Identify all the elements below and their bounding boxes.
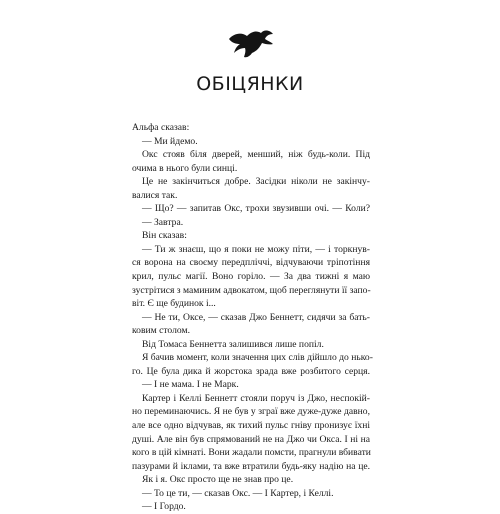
text-line: зустрітися з маминим адвокатом, щоб переглянути її запо- (132, 284, 371, 296)
text-line: ся ворона на своєму передпліччі, відчуваючи тріпотіння (132, 257, 370, 269)
text-line: — Завтра. (142, 216, 184, 228)
text-line: Я бачив момент, коли значення цих слів дійшло до нько- (142, 352, 373, 364)
text-line: — Не ти, Оксе, — сказав Джо Беннетт, сидячи за бать- (142, 311, 370, 323)
text-line: ковим столом. (132, 325, 190, 337)
text-line: — Ми йдемо. (142, 135, 198, 147)
text-line: віт. Є ще будинок і... (132, 298, 216, 310)
text-line: кого в цій кімнаті. Вони жадали помсти, прагнули вбивати (132, 447, 371, 459)
text-line: Це не закінчиться добре. Засідки ніколи не закінчу- (142, 176, 370, 188)
text-line: крил, пульс магії. Воно горіло. — За два тижні я маю (132, 271, 370, 283)
text-line: — Ти ж знаєш, що я поки не можу піти, — і торкнув- (142, 243, 370, 255)
text-line: пазурами й іклами, та вже втратили будь-яку надію на це. (132, 460, 370, 472)
text-line: очима в нього були синці. (132, 162, 238, 174)
text-line: го. Це була дика й жорстока зрада вже розбитого серця. (132, 365, 370, 377)
text-line: Картер і Келлі Беннетт стояли поруч із Джо, неспокій- (142, 392, 370, 404)
text-line: Від Томаса Беннетта залишився лише попіл. (142, 338, 324, 350)
text-line: але все одно відчував, як тихий пульс гніву пронизує їхні (132, 420, 370, 432)
text-line: но переминаючись. Я не був у зграї вже дуже-дуже давно, (132, 406, 370, 418)
text-line: душі. Але він був спрямований не на Джо чи Окса. І ні на (132, 433, 370, 445)
text-line: валися так. (132, 189, 178, 201)
text-line: — То це ти, — сказав Окс. — І Картер, і Келлі. (142, 487, 334, 499)
chapter-title: ОБІЦЯНКИ (196, 73, 304, 95)
text-line: Окс стояв біля дверей, менший, ніж будь-коли. Під (142, 149, 370, 161)
text-line: — І Гордо. (142, 501, 186, 513)
raven-icon (228, 28, 274, 58)
text-line: Він сказав: (142, 230, 187, 242)
text-line: Як і я. Окс просто ще не знав про це. (142, 474, 294, 486)
text-line: — І не мама. І не Марк. (142, 379, 239, 391)
text-line: — Що? — запитав Окс, трохи звузивши очі. — Коли? (142, 203, 370, 215)
text-line: Альфа сказав: (132, 122, 190, 133)
chapter-body-text (132, 121, 373, 514)
